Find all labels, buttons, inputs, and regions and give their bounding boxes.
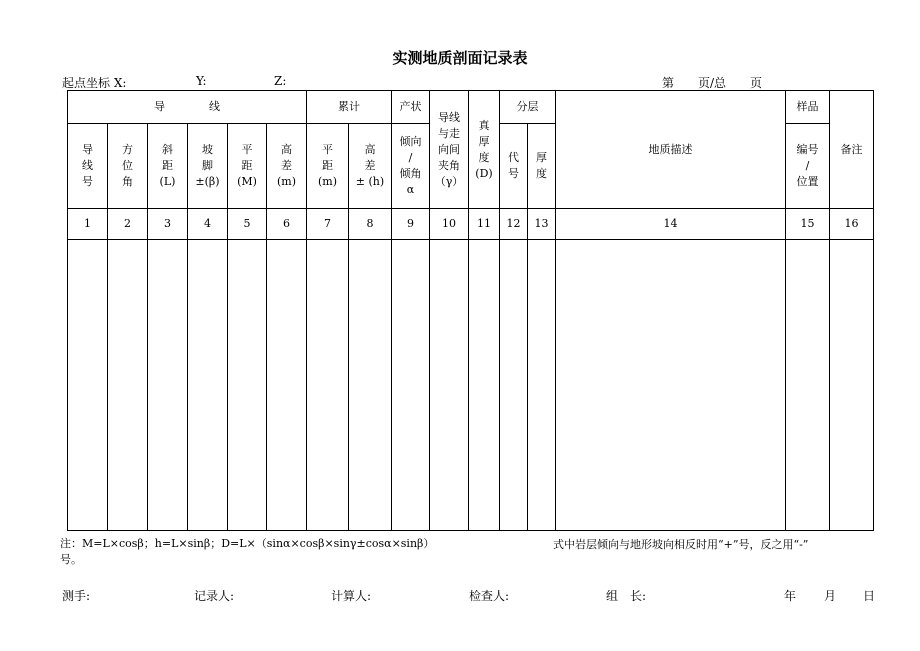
entry-cell[interactable] bbox=[430, 240, 469, 531]
column-number: 13 bbox=[528, 209, 556, 240]
date-day-label: 日 bbox=[863, 589, 876, 603]
record-table bbox=[67, 90, 874, 531]
coordinate-z-label: Z: bbox=[274, 74, 287, 88]
column-number: 4 bbox=[188, 209, 228, 240]
entry-cell[interactable] bbox=[469, 240, 500, 531]
group-guide-line: 导 线 bbox=[68, 91, 307, 124]
recorder-label: 记录人: bbox=[194, 589, 235, 603]
column-number: 14 bbox=[556, 209, 786, 240]
header-slope-angle: 坡 脚 ±(β) bbox=[188, 124, 228, 209]
column-number: 9 bbox=[392, 209, 430, 240]
formula-note: 注：M=L×cosβ；h=L×sinβ；D=L×（sinα×cosβ×sinγ±cosα×sinβ） bbox=[60, 537, 435, 550]
date-month-label: 月 bbox=[824, 589, 837, 603]
group-attitude: 产状 bbox=[392, 91, 430, 124]
header-dip: 倾向 / 倾角 α bbox=[392, 124, 430, 209]
calculator-label: 计算人: bbox=[331, 589, 372, 603]
header-horizontal-distance: 平 距 (M) bbox=[228, 124, 267, 209]
page-title: 实测地质剖面记录表 bbox=[392, 49, 528, 67]
column-number: 11 bbox=[469, 209, 500, 240]
sign-rule-note-end: 号。 bbox=[60, 553, 82, 566]
entry-cell[interactable] bbox=[307, 240, 349, 531]
entry-cell[interactable] bbox=[349, 240, 392, 531]
column-number: 1 bbox=[68, 209, 108, 240]
date-year-label: 年 bbox=[784, 589, 797, 603]
header-layer-thickness: 厚 度 bbox=[528, 124, 556, 209]
header-cumulative-height: 高 差 ± (h) bbox=[349, 124, 392, 209]
entry-cell[interactable] bbox=[68, 240, 108, 531]
header-true-thickness: 真 厚 度 (D) bbox=[469, 91, 500, 209]
header-cumulative-distance: 平 距 (m) bbox=[307, 124, 349, 209]
column-number: 5 bbox=[228, 209, 267, 240]
header-geological-description: 地质描述 bbox=[556, 91, 786, 209]
column-number: 2 bbox=[108, 209, 148, 240]
column-number: 8 bbox=[349, 209, 392, 240]
header-remarks: 备注 bbox=[830, 91, 874, 209]
entry-cell[interactable] bbox=[228, 240, 267, 531]
entry-cell[interactable] bbox=[267, 240, 307, 531]
entry-cell[interactable] bbox=[500, 240, 528, 531]
header-guide-number: 导 线 号 bbox=[68, 124, 108, 209]
start-coordinate-x-label: 起点坐标 X: bbox=[62, 76, 127, 90]
coordinate-y-label: Y: bbox=[196, 74, 207, 88]
header-slope-distance: 斜 距 (L) bbox=[148, 124, 188, 209]
entry-cell[interactable] bbox=[830, 240, 874, 531]
group-cumulative: 累计 bbox=[307, 91, 392, 124]
group-sample: 样品 bbox=[786, 91, 830, 124]
group-layering: 分层 bbox=[500, 91, 556, 124]
entry-cell[interactable] bbox=[148, 240, 188, 531]
header-sample-number: 编号 / 位置 bbox=[786, 124, 830, 209]
column-number: 7 bbox=[307, 209, 349, 240]
column-number: 12 bbox=[500, 209, 528, 240]
entry-cell[interactable] bbox=[786, 240, 830, 531]
entry-cell[interactable] bbox=[188, 240, 228, 531]
column-number: 3 bbox=[148, 209, 188, 240]
inspector-label: 检查人: bbox=[469, 589, 510, 603]
entry-cell[interactable] bbox=[108, 240, 148, 531]
header-layer-code: 代 号 bbox=[500, 124, 528, 209]
entry-cell[interactable] bbox=[556, 240, 786, 531]
column-number: 16 bbox=[830, 209, 874, 240]
sign-rule-note: 式中岩层倾向与地形坡向相反时用“+”号，反之用“-” bbox=[553, 538, 809, 551]
column-number: 10 bbox=[430, 209, 469, 240]
header-azimuth: 方 位 角 bbox=[108, 124, 148, 209]
entry-cell[interactable] bbox=[528, 240, 556, 531]
page-counter: 第 页/总 页 bbox=[662, 76, 763, 90]
header-height-difference: 高 差 (m) bbox=[267, 124, 307, 209]
header-angle: 导线 与走 向间 夹角 （γ） bbox=[430, 91, 469, 209]
column-number: 6 bbox=[267, 209, 307, 240]
column-number: 15 bbox=[786, 209, 830, 240]
team-leader-label: 组 长: bbox=[606, 589, 647, 603]
surveyor-label: 测手: bbox=[62, 589, 91, 603]
entry-cell[interactable] bbox=[392, 240, 430, 531]
